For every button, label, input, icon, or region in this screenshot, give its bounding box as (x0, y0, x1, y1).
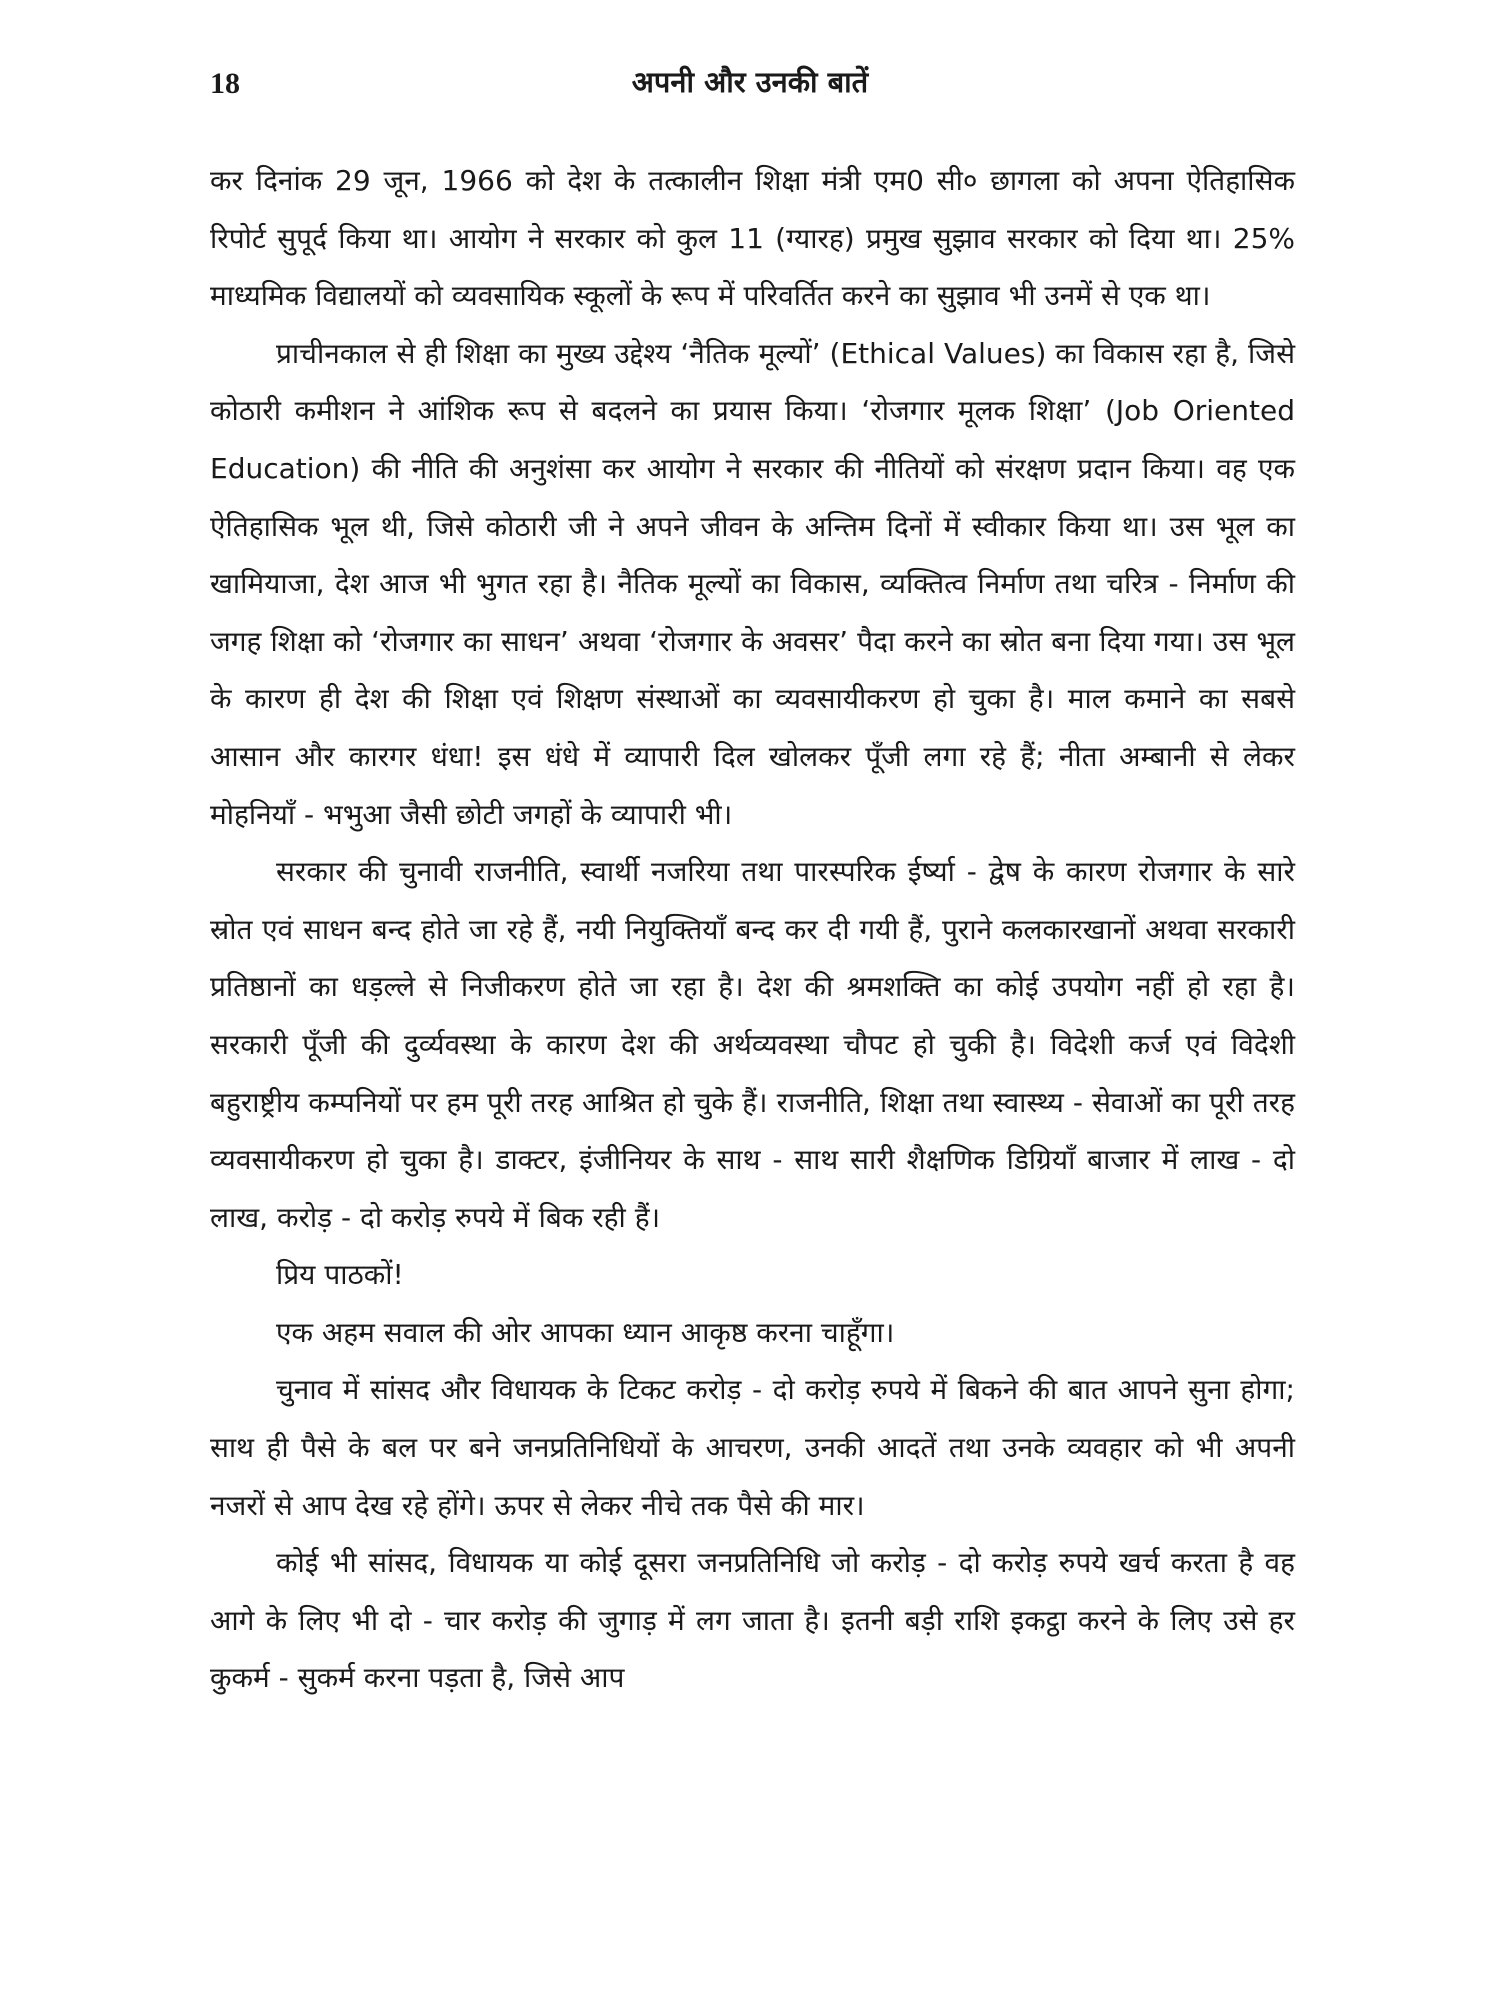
page-number: 18 (210, 67, 240, 100)
paragraph-question: एक अहम सवाल की ओर आपका ध्यान आकृष्ठ करना चाहूँगा। (276, 1315, 895, 1349)
paragraph-representatives: कोई भी सांसद, विधायक या कोई दूसरा जनप्रतिनिधि जो करोड़ - दो करोड़ रुपये खर्च करता है वह आगे के लिए भी दो - चार करोड़ की जुगाड़ में लग जाता है। इतनी बड़ी राशि इकट्ठा करने के लिए उसे हर कुकर्म - सुकर्म करना पड़ता है, जिसे आप (210, 1546, 1295, 1695)
paragraph-electoral-politics: सरकार की चुनावी राजनीति, स्वार्थी नजरिया तथा पारस्परिक ईर्ष्या - द्वेष के कारण रोजगार के सारे स्रोत एवं साधन बन्द होते जा रहे हैं, नयी नियुक्तियाँ बन्द कर दी गयी हैं, पुराने कलकारखानों अथवा सरकारी प्रतिष्ठानों का धड़ल्ले से निजीकरण होते जा रहा है। देश की श्रमशक्ति का कोई उपयोग नहीं हो रहा है। सरकारी पूँजी की दुर्व्यवस्था के कारण देश की अर्थव्यवस्था चौपट हो चुकी है। विदेशी कर्ज एवं विदेशी बहुराष्ट्रीय कम्पनियों पर हम पूरी तरह आश्रित हो चुके हैं। राजनीति, शिक्षा तथा स्वास्थ्य - सेवाओं का पूरी तरह व्यवसायीकरण हो चुका है। डाक्टर, इंजीनियर के साथ - साथ सारी शैक्षणिक डिग्रियाँ बाजार में लाख - दो लाख, करोड़ - दो करोड़ रुपये में बिक रही हैं। (210, 855, 1295, 1234)
body-text (210, 152, 1295, 1707)
paragraph-salutation: प्रिय पाठकों! (276, 1258, 404, 1292)
paragraph-continuation: कर दिनांक 29 जून, 1966 को देश के तत्कालीन शिक्षा मंत्री एम0 सी० छागला को अपना ऐतिहासिक रिपोर्ट सुपूर्द किया था। आयोग ने सरकार को कुल 11 (ग्यारह) प्रमुख सुझाव सरकार को दिया था। 25% माध्यमिक विद्यालयों को व्यवसायिक स्कूलों के रूप में परिवर्तित करने का सुझाव भी उनमें से एक था। (210, 164, 1295, 313)
paragraph-ethical-values: प्राचीनकाल से ही शिक्षा का मुख्य उद्देश्य ‘नैतिक मूल्यों’ (Ethical Values) का विकास रहा है, जिसे कोठारी कमीशन ने आंशिक रूप से बदलने का प्रयास किया। ‘रोजगार मूलक शिक्षा’ (Job Oriented Education) की नीति की अनुशंसा कर आयोग ने सरकार की नीतियों को संरक्षण प्रदान किया। वह एक ऐतिहासिक भूल थी, जिसे कोठारी जी ने अपने जीवन के अन्तिम दिनों में स्वीकार किया था। उस भूल का खामियाजा, देश आज भी भुगत रहा है। नैतिक मूल्यों का विकास, व्यक्तित्व निर्माण तथा चरित्र - निर्माण की जगह शिक्षा को ‘रोजगार का साधन’ अथवा ‘रोजगार के अवसर’ पैदा करने का स्रोत बना दिया गया। उस भूल के कारण ही देश की शिक्षा एवं शिक्षण संस्थाओं का व्यवसायीकरण हो चुका है। माल कमाने का सबसे आसान और कारगर धंधा! इस धंधे में व्यापारी दिल खोलकर पूँजी लगा रहे हैं; नीता अम्बानी से लेकर मोहनियाँ - भभुआ जैसी छोटी जगहों के व्यापारी भी। (210, 336, 1295, 831)
paragraph-election-tickets: चुनाव में सांसद और विधायक के टिकट करोड़ - दो करोड़ रुपये में बिकने की बात आपने सुना होगा; साथ ही पैसे के बल पर बने जनप्रतिनिधियों के आचरण, उनकी आदतें तथा उनके व्यवहार को भी अपनी नजरों से आप देख रहे होंगे। ऊपर से लेकर नीचे तक पैसे की मार। (210, 1373, 1295, 1522)
running-title: अपनी और उनकी बातें (631, 65, 869, 99)
